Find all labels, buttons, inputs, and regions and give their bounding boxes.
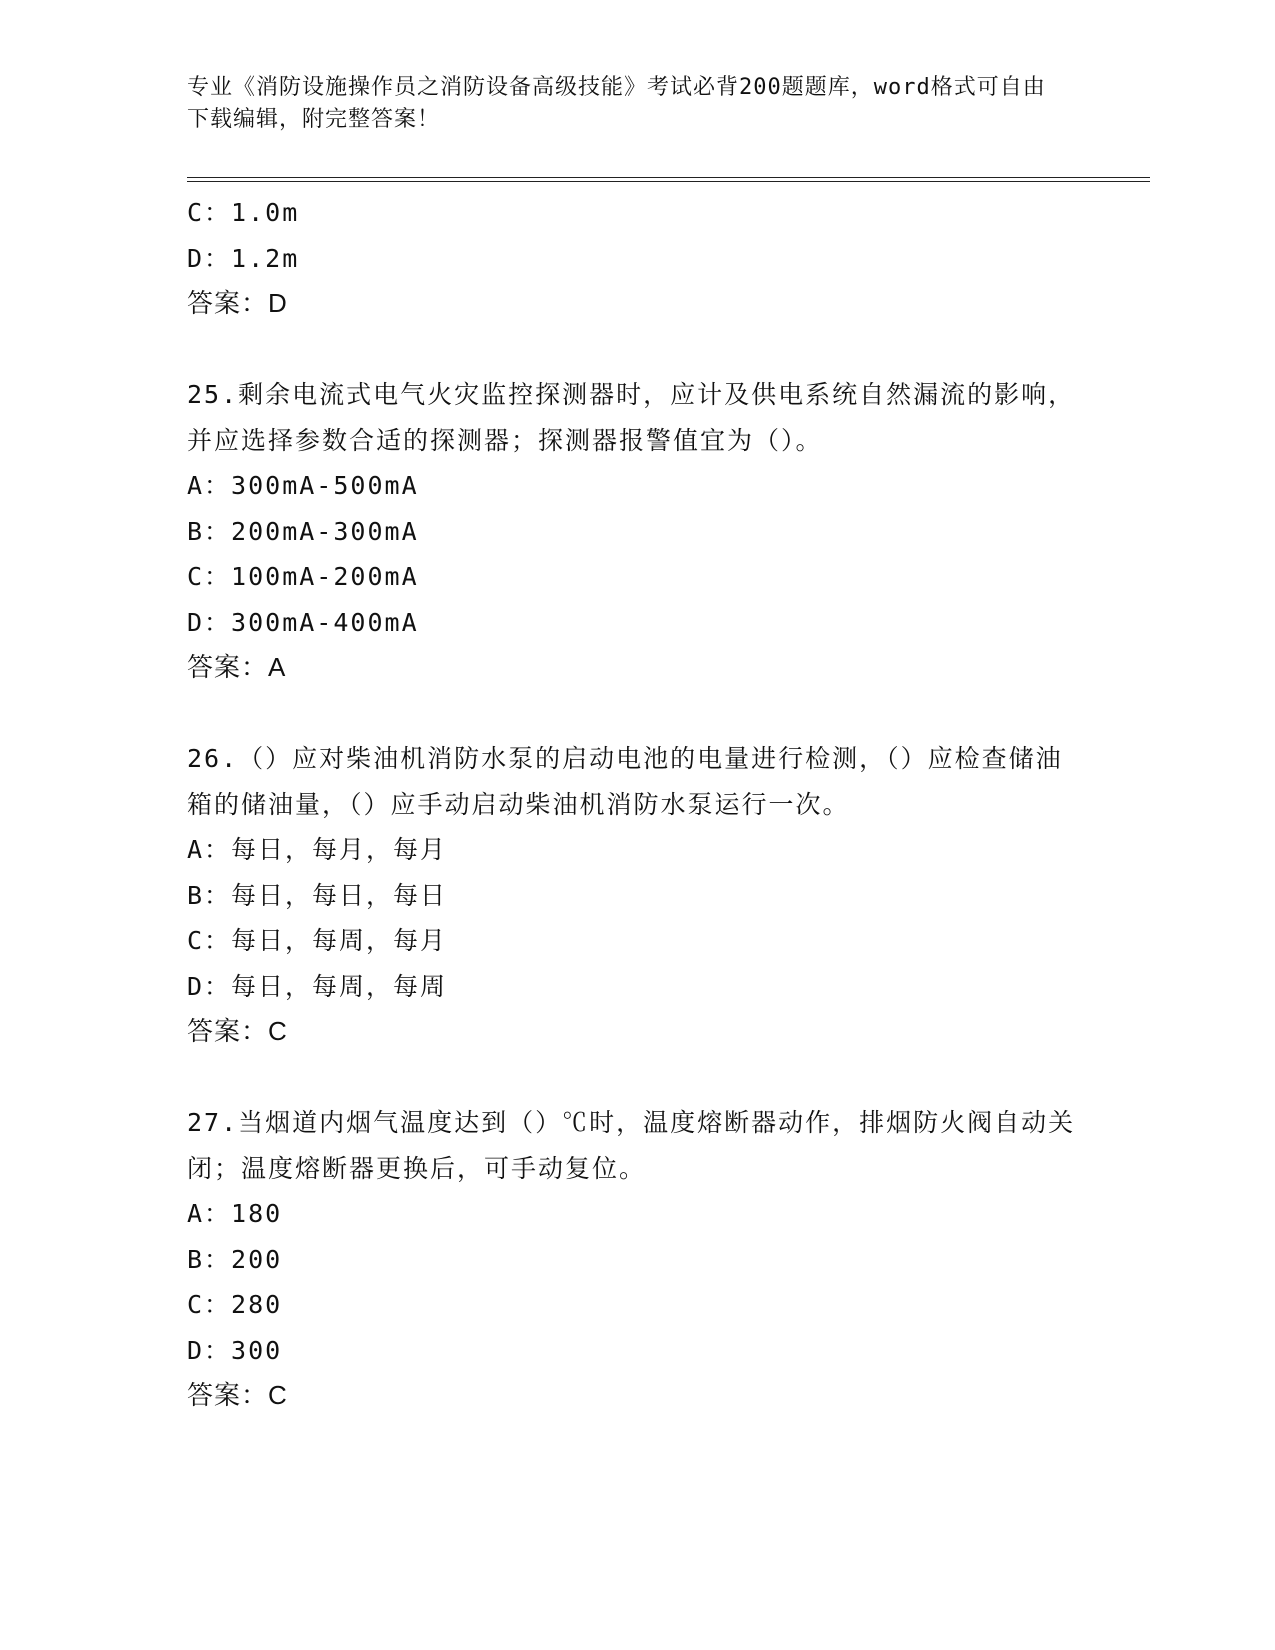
- option-c: C：280: [187, 1290, 283, 1319]
- option-a: A：180: [187, 1199, 283, 1228]
- question-text: 27.当烟道内烟气温度达到（）℃时，温度熔断器动作，排烟防火阀自动关闭；温度熔断器更换后，可手动复位。: [187, 1108, 1076, 1183]
- header-divider-bottom: [187, 181, 1150, 182]
- question-block: [187, 1100, 1087, 1419]
- question-block: [187, 736, 1087, 1055]
- answer-line: 答案：A: [187, 652, 287, 682]
- answer-line: 答案：C: [187, 1380, 288, 1410]
- answer-line: 答案：D: [187, 288, 288, 318]
- question-text: 25.剩余电流式电气火灾监控探测器时，应计及供电系统自然漏流的影响，并应选择参数合适的探测器；探测器报警值宜为（）。: [187, 380, 1076, 455]
- answer-line: 答案：C: [187, 1016, 288, 1046]
- previous-question-fragment: [187, 190, 1087, 327]
- question-block: [187, 372, 1087, 691]
- option-b: B：每日，每日，每日: [187, 880, 448, 910]
- option-c: C：1.0m: [187, 198, 300, 227]
- document-header: 专业《消防设施操作员之消防设备高级技能》考试必背200题题库，word格式可自由下载编辑，附完整答案！: [187, 75, 1046, 132]
- option-c: C：每日，每周，每月: [187, 926, 448, 955]
- option-a: A：300mA-500mA: [187, 471, 419, 500]
- question-content: [187, 190, 1087, 1419]
- question-text: 26.（）应对柴油机消防水泵的启动电池的电量进行检测，（）应检查储油箱的储油量，（）应手动启动柴油机消防水泵运行一次。: [187, 744, 1063, 819]
- header-divider-top: [187, 177, 1150, 178]
- option-c: C：100mA-200mA: [187, 562, 419, 591]
- option-a: A：每日，每月，每月: [187, 835, 448, 864]
- option-d: D：300mA-400mA: [187, 607, 419, 637]
- option-d: D：每日，每周，每周: [187, 971, 448, 1001]
- option-d: D：1.2m: [187, 243, 300, 273]
- option-d: D：300: [187, 1335, 283, 1365]
- option-b: B：200mA-300mA: [187, 516, 419, 546]
- option-b: B：200: [187, 1244, 283, 1274]
